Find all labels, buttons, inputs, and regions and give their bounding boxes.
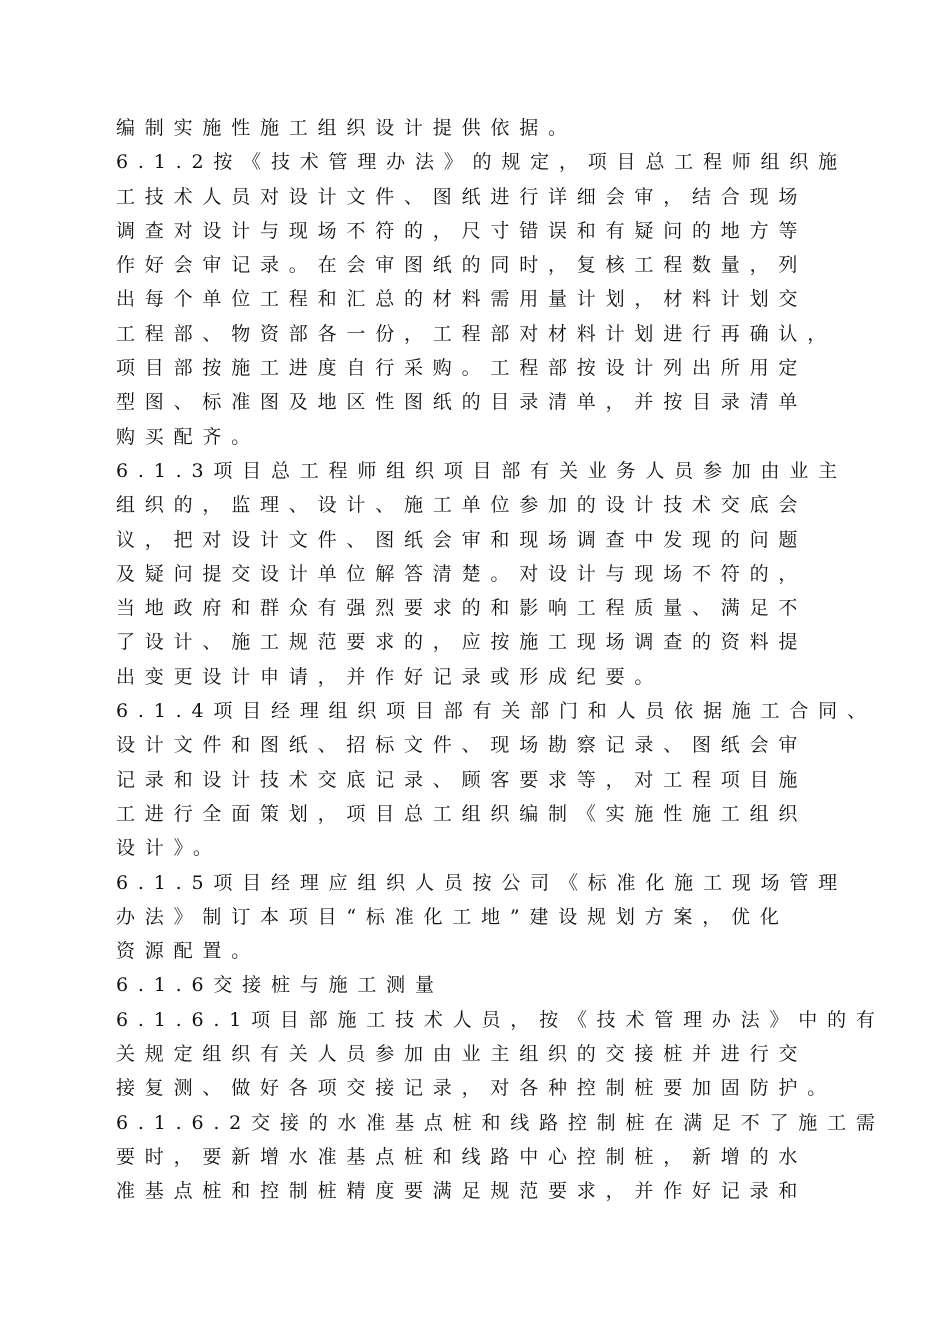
text-line: 6.1.6.1项目部施工技术人员，按《技术管理办法》中的有 (116, 1008, 885, 1031)
text-line: 设计》。 (116, 837, 222, 860)
text-line: 6.1.5项目经理应组织人员按公司《标准化施工现场管理 (116, 871, 847, 894)
text-line: 购买配齐。 (116, 425, 261, 448)
text-line: 编制实施性施工组织设计提供依据。 (116, 117, 577, 139)
text-line: 资源配置。 (116, 940, 261, 963)
text-line: 及疑问提交设计单位解答清楚。对设计与现场不符的， (116, 562, 808, 585)
text-line: 6.1.3项目总工程师组织项目部有关业务人员参加由业主 (116, 459, 847, 482)
text-line: 调查对设计与现场不符的，尺寸错误和有疑问的地方等 (116, 219, 808, 242)
text-line: 型图、标准图及地区性图纸的目录清单，并按目录清单 (116, 391, 808, 414)
text-line: 出变更设计申请，并作好记录或形成纪要。 (116, 665, 664, 688)
text-line: 当地政府和群众有强烈要求的和影响工程质量、满足不 (116, 597, 808, 620)
text-line: 设计文件和图纸、招标文件、现场勘察记录、图纸会审 (116, 734, 808, 757)
text-line: 项目部按施工进度自行采购。工程部按设计列出所用定 (116, 357, 808, 380)
text-line: 了设计、施工规范要求的，应按施工现场调查的资料提 (116, 631, 808, 654)
text-line: 准基点桩和控制桩精度要满足规范要求，并作好记录和 (116, 1180, 808, 1203)
text-line: 工程部、物资部各一份，工程部对材料计划进行再确认， (116, 322, 837, 345)
text-line: 作好会审记录。在会审图纸的同时，复核工程数量，列 (116, 254, 808, 277)
text-line: 组织的，监理、设计、施工单位参加的设计技术交底会 (116, 494, 808, 517)
text-line: 6.1.6交接桩与施工测量 (116, 974, 444, 997)
text-line: 接复测、做好各项交接记录，对各种控制桩要加固防护。 (116, 1077, 837, 1100)
text-line: 工技术人员对设计文件、图纸进行详细会审，结合现场 (116, 185, 808, 208)
text-line: 议，把对设计文件、图纸会审和现场调查中发现的问题 (116, 528, 808, 551)
text-line: 要时，要新增水准基点桩和线路中心控制桩，新增的水 (116, 1145, 808, 1168)
text-line: 出每个单位工程和汇总的材料需用量计划，材料计划交 (116, 288, 808, 311)
text-line: 记录和设计技术交底记录、顾客要求等，对工程项目施 (116, 768, 808, 791)
text-line: 工进行全面策划，项目总工组织编制《实施性施工组织 (116, 802, 808, 825)
text-line: 6.1.2按《技术管理办法》的规定，项目总工程师组织施 (116, 151, 847, 174)
body-text (116, 111, 885, 1209)
text-line: 办法》制订本项目“标准化工地”建设规划方案，优化 (116, 905, 789, 928)
text-line: 关规定组织有关人员参加由业主组织的交接桩并进行交 (116, 1043, 808, 1066)
text-line: 6.1.4项目经理组织项目部有关部门和人员依据施工合同、 (116, 700, 876, 723)
text-line: 6.1.6.2交接的水准基点桩和线路控制桩在满足不了施工需 (116, 1111, 885, 1134)
